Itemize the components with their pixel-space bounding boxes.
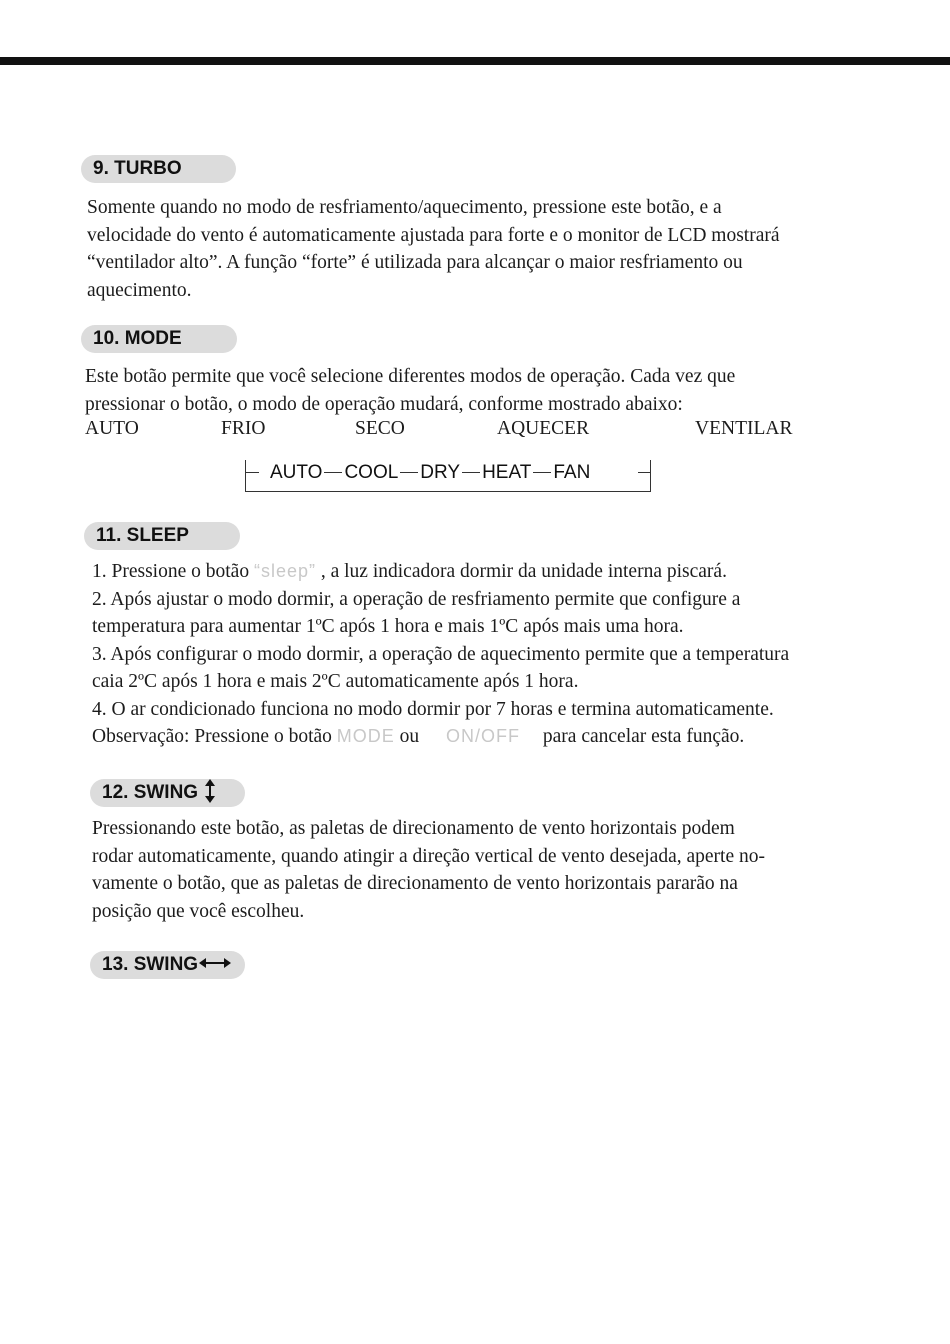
sleep-key-label: “sleep” [253, 561, 316, 581]
section-9-heading [81, 155, 236, 183]
section-10-body [85, 363, 735, 418]
horizontal-arrow-icon [199, 957, 231, 969]
mode-step-cool: COOL [344, 462, 399, 483]
mode-label-aquecer: AQUECER [497, 418, 590, 439]
section-11-line [92, 558, 789, 586]
onoff-key-label: ON/OFF [446, 726, 521, 746]
section-10-heading [81, 325, 237, 353]
section-11-line [92, 723, 789, 751]
section-11-line: 3. Após configurar o modo dormir, a operação de aquecimento permite que a temperatura [92, 643, 790, 665]
section-10-line: Este botão permite que você selecione diferentes modos de operação. Cada vez que [85, 366, 736, 387]
mode-step-connector [324, 472, 342, 473]
section-12-title: 12. SWING [102, 782, 199, 803]
section-13-title: 13. SWING [102, 954, 199, 975]
section-9-line: aquecimento. [87, 279, 192, 301]
section-9-body [87, 194, 780, 304]
section-12-line: rodar automaticamente, quando atingir a direção vertical de vento desejada, aperte no- [92, 845, 765, 867]
section-11-body [92, 558, 789, 751]
section-11-line: 4. O ar condicionado funciona no modo dormir por 7 horas e termina automaticamente. [92, 698, 774, 720]
mode-label-ventilar: VENTILAR [695, 418, 793, 439]
section-13-heading [90, 951, 245, 979]
section-11-text: , a luz indicadora dormir da unidade interna piscará. [315, 561, 727, 582]
mode-label-auto: AUTO [85, 418, 139, 439]
section-12-line: vamente o botão, que as paletas de direcionamento de vento horizontais pararão na [92, 873, 738, 894]
vertical-arrow-icon [204, 779, 216, 803]
mode-step-dry: DRY [420, 462, 461, 483]
section-11-text: ou [394, 726, 425, 747]
section-9-line: velocidade do vento é automaticamente ajustada para forte e o monitor de LCD mostrará [87, 224, 780, 246]
section-12-heading [90, 779, 245, 807]
section-11-line: caia 2ºC após 1 hora e mais 2ºC automaticamente após 1 hora. [92, 671, 579, 692]
section-11-line: temperatura para aumentar 1ºC após 1 hora e mais 1ºC após mais uma hora. [92, 616, 684, 637]
mode-step-auto: AUTO [270, 462, 323, 483]
section-9-line: “ventilador alto”. A função “forte” é utilizada para alcançar o maior resfriamento ou [87, 252, 743, 273]
section-9-line: Somente quando no modo de resfriamento/aquecimento, pressione este botão, e a [87, 197, 722, 218]
mode-step-connector [533, 472, 551, 473]
section-12-line: posição que você escolheu. [92, 900, 305, 922]
section-11-title: 11. SLEEP [96, 525, 189, 546]
mode-step-fan: FAN [553, 462, 591, 483]
top-rule [0, 57, 950, 65]
mode-step-connector [462, 472, 480, 473]
mode-cycle-tick-left [245, 472, 259, 473]
mode-label-frio: FRIO [221, 418, 266, 439]
section-12-line: Pressionando este botão, as paletas de direcionamento de vento horizontais podem [92, 818, 735, 839]
mode-key-label: MODE [336, 726, 395, 746]
section-9-title: 9. TURBO [93, 158, 182, 179]
mode-step-heat: HEAT [482, 462, 532, 483]
section-10-line: pressionar o botão, o modo de operação mudará, conforme mostrado abaixo: [85, 393, 683, 415]
section-11-text: para cancelar esta função. [538, 726, 745, 747]
mode-label-seco: SECO [355, 418, 405, 439]
section-11-line: 2. Após ajustar o modo dormir, a operação de resfriamento permite que configure a [92, 588, 741, 610]
section-12-body [92, 815, 765, 925]
mode-step-connector [400, 472, 418, 473]
mode-cycle-tick-right [638, 472, 651, 473]
mode-cycle-sequence [270, 460, 590, 486]
section-10-title: 10. MODE [93, 328, 182, 349]
section-11-text: Observação: Pressione o botão [92, 726, 337, 747]
section-11-text: 1. Pressione o botão [92, 561, 254, 582]
section-11-heading [84, 522, 240, 550]
